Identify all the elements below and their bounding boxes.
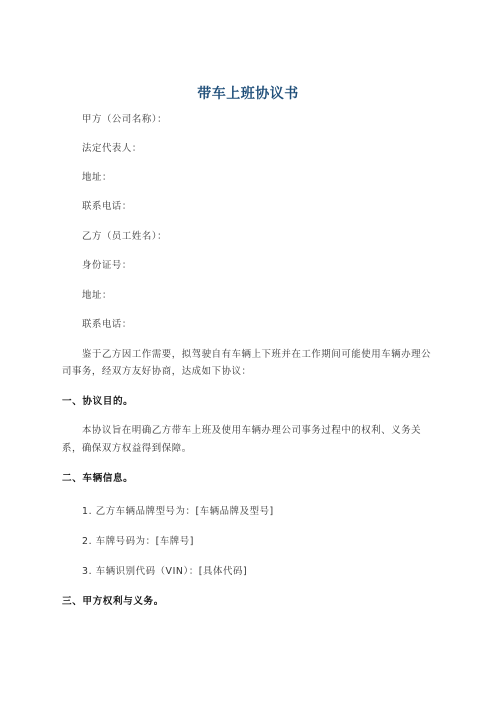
party-b-id-field: 身份证号： (82, 260, 132, 271)
document-title: 带车上班协议书 (197, 86, 299, 102)
party-b-address-field: 地址： (82, 290, 112, 301)
party-a-phone-field: 联系电话： (82, 201, 132, 212)
section-3-heading: 三、甲方权利与义务。 (62, 596, 164, 607)
party-b-name-field: 乙方（员工姓名）： (82, 231, 168, 242)
party-a-company-field: 甲方（公司名称）： (82, 114, 168, 125)
party-a-legal-rep-field: 法定代表人： (82, 143, 142, 154)
intro-paragraph-line-2: 司事务，经双方友好协商，达成如下协议： (62, 366, 252, 377)
party-a-address-field: 地址： (82, 172, 112, 183)
section-1-body-line-1: 本协议旨在明确乙方带车上班及使用车辆办理公司事务过程中的权利、义务关 (82, 425, 422, 436)
section-2-heading: 二、车辆信息。 (62, 473, 134, 484)
intro-paragraph-line-1: 鉴于乙方因工作需要，拟驾驶自有车辆上下班并在工作期间可能使用车辆办理公 (82, 349, 432, 360)
section-2-item-1: 1. 乙方车辆品牌型号为：[车辆品牌及型号] (82, 506, 274, 517)
section-2-item-3: 3. 车辆识别代码（VIN）：[具体代码] (82, 566, 248, 577)
party-b-phone-field: 联系电话： (82, 319, 132, 330)
section-2-item-2: 2. 车牌号码为：[车牌号] (82, 536, 195, 547)
section-1-heading: 一、协议目的。 (62, 396, 134, 407)
section-1-body-line-2: 系，确保双方权益得到保障。 (62, 443, 192, 454)
